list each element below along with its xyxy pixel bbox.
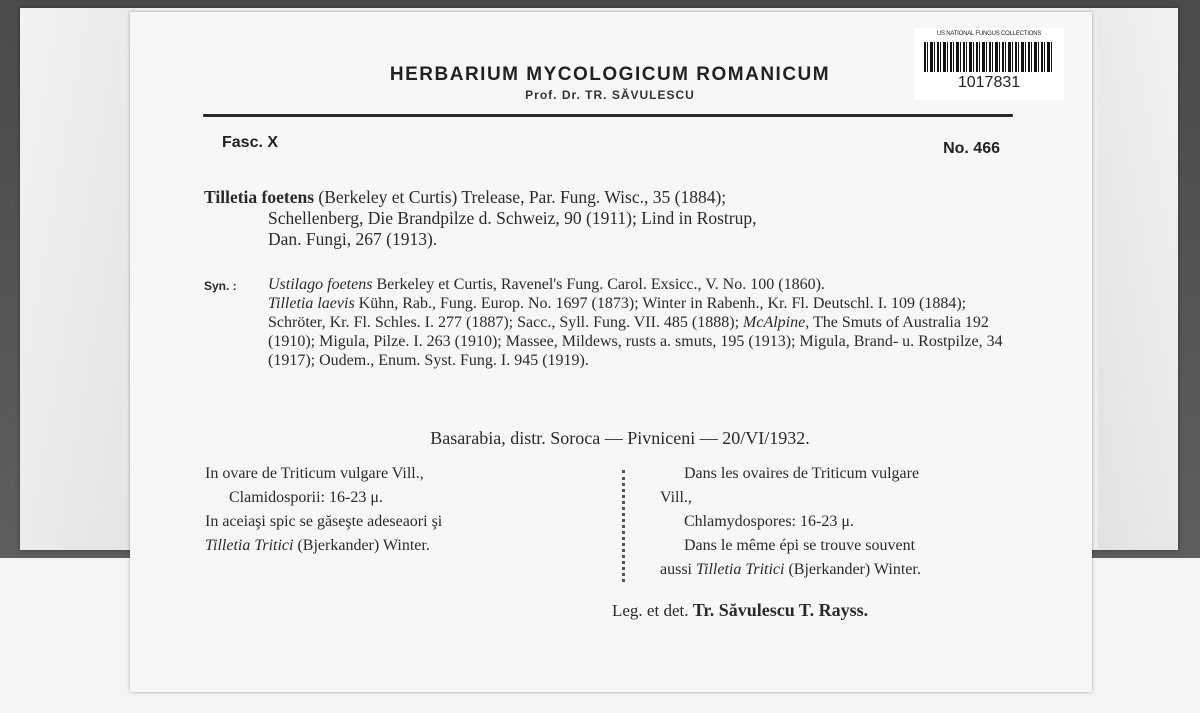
specimen-number: No. 466: [943, 140, 1000, 157]
synonym-1: [268, 275, 1024, 294]
french-line-5: (Bjerkander) Winter.: [784, 561, 921, 578]
romanian-line-1: In ovare de Triticum vulgare Vill.,: [205, 465, 424, 482]
french-line-1: Dans les ovaires de Triticum vulgare: [684, 465, 920, 482]
synonym-1-name: Ustilago foetens: [268, 276, 373, 293]
synonym-2-name: Tilletia laevis: [268, 295, 355, 312]
synonym-1-ref: Berkeley et Curtis, Ravenel's Fung. Carol. Exsicc., V. No. 100 (1860).: [372, 276, 825, 293]
synonyms-block: [204, 275, 1024, 370]
taxon-line2: Schellenberg, Die Brandpilze d. Schweiz, 90 (1911); Lind in Rostrup,: [268, 208, 757, 228]
romanian-notes: [205, 462, 605, 558]
envelope-fold-right: [1098, 8, 1178, 550]
barcode-icon: [924, 42, 1054, 72]
romanian-line-4: (Bjerkander) Winter.: [293, 537, 430, 554]
synonym-2-ref-b: , The Smuts of Australia 192 (1910); Migula, Pilze. I. 263 (1910); Massee, Mildews, rusts a. smuts, 195 (1913); Migula, Brand- u. Rostpilze, 34 (1917); Oudem., Enum. Syst. Fung. I. 945 (1919).: [268, 314, 1003, 369]
barcode-number: 1017831: [957, 74, 1021, 91]
french-line-3: Chlamydospores: 16-23 μ.: [684, 513, 854, 530]
collector-names: Tr. Săvulescu T. Rayss.: [692, 600, 869, 620]
taxon-reference: [204, 187, 1024, 250]
romanian-line-2: Clamidosporii: 16-23 μ.: [229, 489, 383, 506]
collector-line: [612, 600, 1032, 621]
column-divider: [622, 470, 625, 582]
taxon-line1: (Berkeley et Curtis) Trelease, Par. Fung. Wisc., 35 (1884);: [314, 187, 727, 207]
barcode-collection-name: US NATIONAL FUNGUS COLLECTIONS: [936, 31, 1042, 37]
french-line-5-name: Tilletia Tritici: [696, 561, 785, 578]
synonyms-label: Syn. :: [204, 279, 237, 293]
herbarium-subtitle: Prof. Dr. TR. SĂVULESCU: [525, 88, 695, 102]
synonym-2: [268, 294, 1024, 370]
romanian-line-3: In aceiaşi spic se găseşte adeseaori şi: [205, 513, 443, 530]
envelope-fold-left: [20, 8, 135, 550]
synonym-2-ref-a: Kühn, Rab., Fung. Europ. No. 1697 (1873); Winter in Rabenh., Kr. Fl. Deutschl. I. 109 (1884); Schröter, Kr. Fl. Schles. I. 277 (1887); Sacc., Syll. Fung. VII. 485 (1888);: [268, 295, 967, 331]
french-line-5-pre: aussi: [660, 561, 696, 578]
french-line-2: Vill.,: [660, 489, 692, 506]
fascicle-label: Fasc. X: [222, 134, 279, 151]
herbarium-title: HERBARIUM MYCOLOGICUM ROMANICUM: [389, 64, 831, 85]
taxon-name: Tilletia foetens: [204, 187, 315, 207]
collector-prefix: Leg. et det.: [612, 601, 693, 620]
taxon-line3: Dan. Fungi, 267 (1913).: [268, 229, 438, 249]
header-rule: [203, 114, 1013, 117]
synonym-2-mcalpine: McAlpine: [743, 314, 806, 331]
romanian-line-4-name: Tilletia Tritici: [205, 537, 294, 554]
barcode-sticker: [914, 28, 1064, 100]
french-notes: [660, 462, 1045, 582]
locality: Basarabia, distr. Soroca — Pivniceni — 20/VI/1932.: [430, 428, 810, 448]
french-line-4: Dans le même épi se trouve souvent: [684, 537, 916, 554]
